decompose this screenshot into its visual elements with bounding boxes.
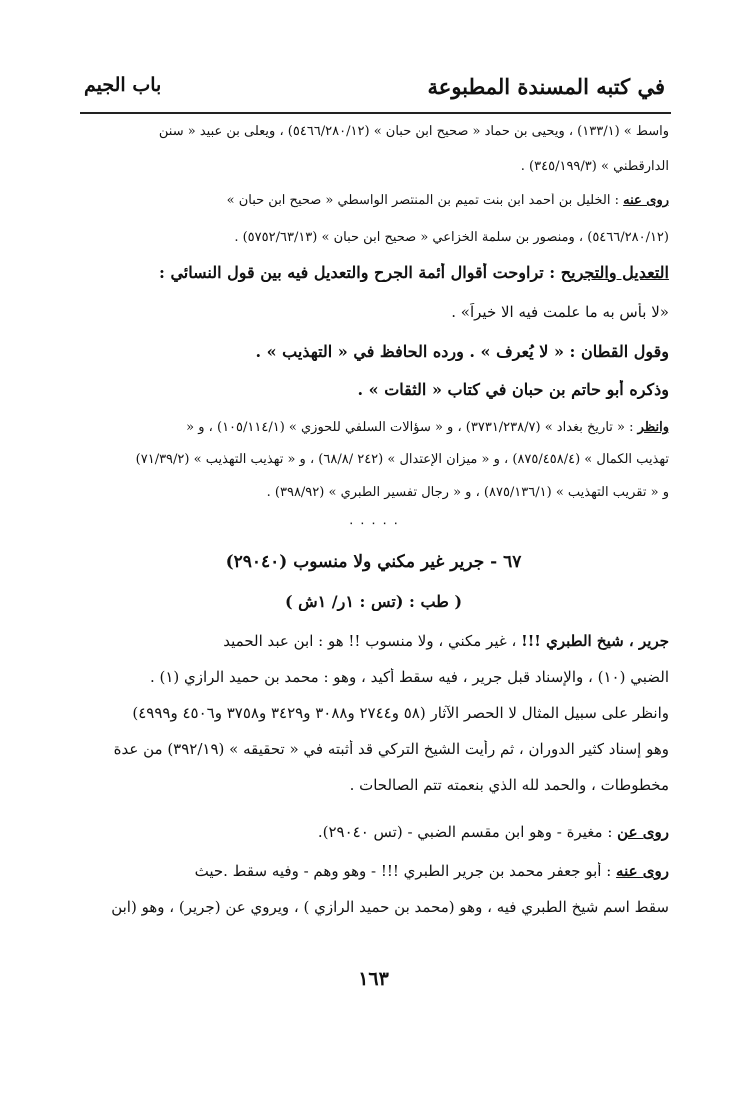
text-line: وقول القطان : « لا يُعرف » . ورده الحافظ في « التهذيب » . <box>255 342 669 361</box>
line-text: ، غير مكني ، ولا منسوب !! هو : ابن عبد الحميد <box>223 632 522 650</box>
text-line <box>78 862 669 880</box>
lead-phrase: جرير ، شيخ الطبري !!! <box>521 632 669 650</box>
text-line: وذكره أبو حاتم بن حبان في كتاب « الثقات » . <box>357 380 669 399</box>
line-text: : تراوحت أقوال أئمة الجرح والتعديل فيه بين قول النسائي : <box>158 263 561 282</box>
text-line <box>78 193 669 208</box>
line-text: : مغيرة - وهو ابن مقسم الضبي - (تس ٢٩٠٤٠). <box>317 823 618 841</box>
section-label: روى عنه <box>623 193 669 208</box>
text-line <box>78 263 669 282</box>
page-number: ١٦٣ <box>358 968 389 990</box>
text-line <box>78 420 669 435</box>
text-line: مخطوطات ، والحمد لله الذي بنعمته تتم الصالحات . <box>349 776 669 794</box>
text-line <box>78 632 669 650</box>
line-text: : أبو جعفر محمد بن جرير الطبري !!! - وهو وهم - وفيه سقط .حيث <box>194 862 617 880</box>
section-label: روى عنه <box>616 862 669 880</box>
text-line: الدارقطني » (٣٤٥/١٩٩/٣) . <box>520 159 669 174</box>
separator-dots: ٠ ٠ ٠ ٠ ٠ <box>347 516 400 531</box>
header-book-title: في كتبه المسندة المطبوعة <box>427 74 665 99</box>
text-line: وهو إسناد كثير الدوران ، ثم رأيت الشيخ التركي قد أثبته في « تحقيقه » (٣٩٢/١٩) من عدة <box>113 740 669 758</box>
text-line: وانظر على سبيل المثال لا الحصر الآثار (٥٨ و٢٧٤٤ و٣٠٨٨ و٣٤٢٩ و٣٧٥٨ و٤٥٠٦ و٤٩٩٩) <box>132 704 669 722</box>
text-line <box>78 823 669 841</box>
text-line: واسط » (١٣٣/١) ، ويحيى بن حماد « صحيح ابن حبان » (٥٤٦٦/٢٨٠/١٢) ، ويعلى بن عبيد « سنن <box>158 124 669 139</box>
line-text: : الخليل بن أحمد ابن بنت تميم بن المنتصر الواسطي « صحيح ابن حبان » <box>226 193 624 208</box>
text-line: «لا بأس به ما علمت فيه الا خيراً» . <box>451 303 669 321</box>
section-label: التعديل والتجريح <box>560 263 669 282</box>
entry-title: ٦٧ - جرير غير مكني ولا منسوب (٢٩٠٤٠) <box>225 552 522 572</box>
text-line: سقط اسم شيخ الطبري فيه ، وهو (محمد بن حميد الرازي ) ، ويروي عن (جرير) ، وهو (ابن <box>111 898 669 916</box>
entry-sigla: ( طب : (تس : ١ر/ ١ش ) <box>284 592 463 611</box>
text-line: (٥٤٦٦/٢٨٠/١٢) ، ومنصور بن سلمة الخزاعي « صحيح ابن حبان » (٥٧٥٢/٦٣/١٣) . <box>234 230 669 245</box>
text-line: و « تقريب التهذيب » (٨٧٥/١٣٦/١) ، و « رجال تفسير الطبري » (٣٩٨/٩٢) . <box>266 485 669 500</box>
running-header <box>84 68 665 108</box>
header-rule <box>80 112 671 114</box>
line-text: : « تاريخ بغداد » (٣٧٣١/٢٣٨/٧) ، و « سؤالات السلفي للحوزي » (١٠٥/١١٤/١) ، و « <box>186 420 638 435</box>
header-chapter-title: باب الجيم <box>84 74 162 96</box>
text-line: الضبي (١٠) ، والإسناد قبل جرير ، فيه سقط أكيد ، وهو : محمد بن حميد الرازي (١) . <box>149 668 669 686</box>
section-label: وانظر <box>637 420 669 435</box>
text-line: تهذيب الكمال » (٨٧٥/٤٥٨/٤) ، و « ميزان الإعتدال » (٢٤٢ /٦٨/٨) ، و « تهذيب التهذيب » (٧١/٣٩/٢) <box>135 452 669 467</box>
section-label: روى عن <box>617 823 669 841</box>
